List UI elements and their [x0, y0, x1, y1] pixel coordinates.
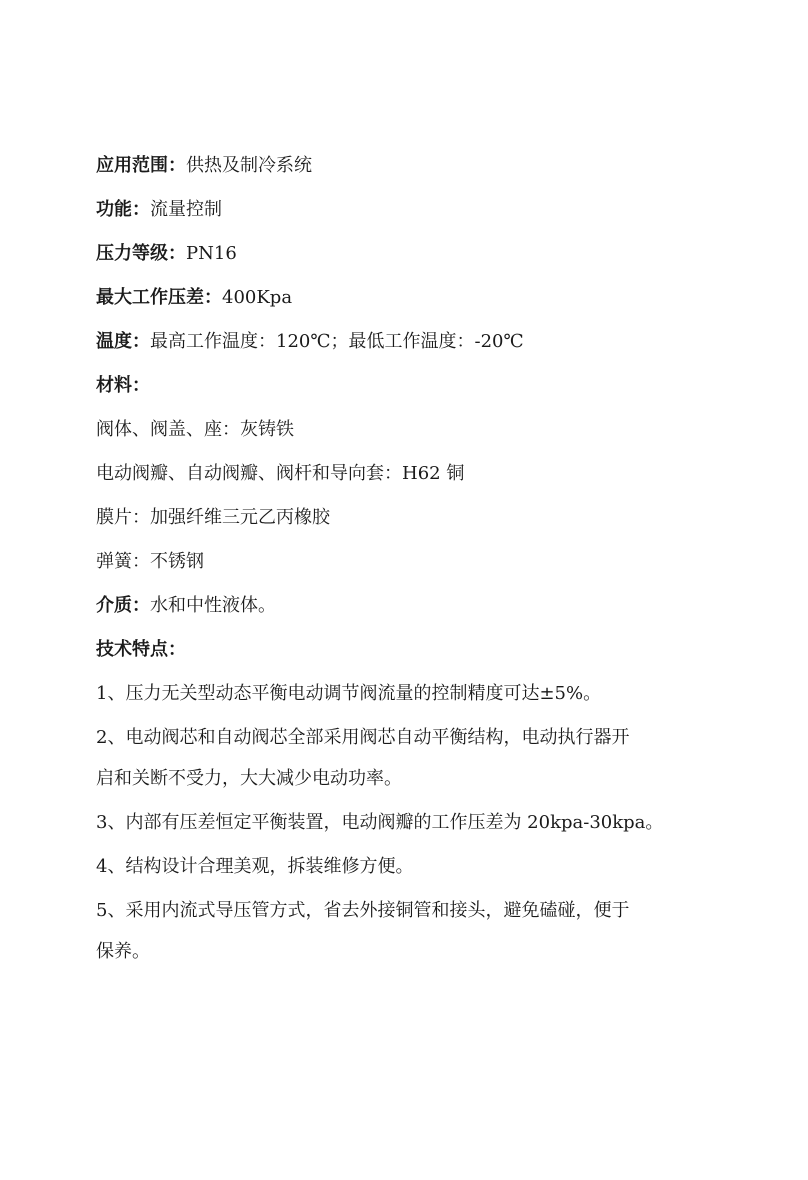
- feature-item: [96, 807, 716, 839]
- features-heading-line: [96, 634, 716, 666]
- feature-item: [96, 895, 716, 927]
- pressure-rating-value: PN16: [186, 243, 237, 264]
- feature-item-text: 启和关断不受力，大大减少电动功率。: [96, 768, 402, 789]
- feature-item-text: 保养。: [96, 941, 150, 962]
- feature-item-text: 1、压力无关型动态平衡电动调节阀流量的控制精度可达±5%。: [96, 683, 602, 704]
- temperature-label: 温度：: [96, 331, 150, 352]
- material-item-text: 膜片：加强纤维三元乙丙橡胶: [96, 507, 330, 528]
- document-page: [96, 150, 716, 980]
- application-value: 供热及制冷系统: [186, 155, 312, 176]
- material-item-text: 阀体、阀盖、座：灰铸铁: [96, 419, 294, 440]
- medium-label: 介质：: [96, 595, 150, 616]
- material-item: [96, 458, 716, 490]
- feature-item-continuation: [96, 763, 716, 795]
- function-label: 功能：: [96, 199, 150, 220]
- max-diff-pressure-line: [96, 282, 716, 314]
- function-value: 流量控制: [150, 199, 222, 220]
- materials-heading: 材料：: [96, 375, 150, 396]
- medium-value: 水和中性液体。: [150, 595, 276, 616]
- temperature-value: 最高工作温度：120℃；最低工作温度：-20℃: [150, 331, 524, 352]
- feature-item-text: 3、内部有压差恒定平衡装置，电动阀瓣的工作压差为 20kpa-30kpa。: [96, 812, 664, 833]
- medium-line: [96, 590, 716, 622]
- function-line: [96, 194, 716, 226]
- feature-item: [96, 722, 716, 754]
- materials-heading-line: [96, 370, 716, 402]
- max-diff-pressure-label: 最大工作压差：: [96, 287, 222, 308]
- temperature-line: [96, 326, 716, 358]
- feature-item-continuation: [96, 936, 716, 968]
- feature-item: [96, 851, 716, 883]
- pressure-rating-label: 压力等级：: [96, 243, 186, 264]
- max-diff-pressure-value: 400Kpa: [222, 287, 293, 308]
- material-item-text: 电动阀瓣、自动阀瓣、阀杆和导向套：H62 铜: [96, 463, 465, 484]
- material-item: [96, 546, 716, 578]
- feature-item-text: 5、采用内流式导压管方式，省去外接铜管和接头，避免磕碰，便于: [96, 900, 630, 921]
- feature-item-text: 4、结构设计合理美观，拆装维修方便。: [96, 856, 414, 877]
- application-line: [96, 150, 716, 182]
- feature-item: [96, 678, 716, 710]
- features-heading: 技术特点：: [96, 639, 186, 660]
- feature-item-text: 2、电动阀芯和自动阀芯全部采用阀芯自动平衡结构，电动执行器开: [96, 727, 630, 748]
- material-item: [96, 502, 716, 534]
- pressure-rating-line: [96, 238, 716, 270]
- application-label: 应用范围：: [96, 155, 186, 176]
- material-item-text: 弹簧：不锈钢: [96, 551, 204, 572]
- material-item: [96, 414, 716, 446]
